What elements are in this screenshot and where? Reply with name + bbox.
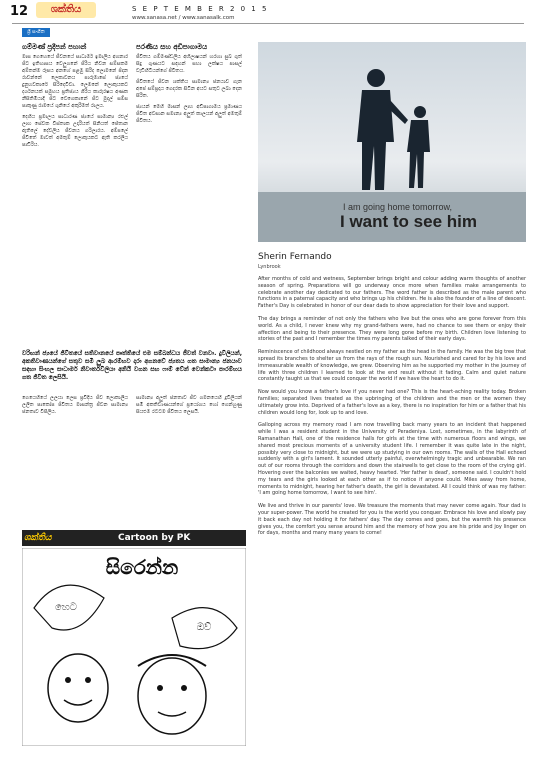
page-number: 12	[10, 4, 29, 19]
cartoon-illustration	[22, 548, 246, 746]
author-name: Sherin Fernando	[258, 252, 332, 262]
cartoon-drawing	[22, 548, 246, 746]
bubble-right-text: ඔව්	[196, 622, 212, 633]
cartoon-title: Cartoon by PK	[118, 533, 191, 543]
cartoon-caption: සිරෙන්න	[105, 555, 179, 579]
article-paragraph: Now would you know a father's love if you never had one? This is the heart-aching reality today. Broken families; separated lives treated as the upbringing of the children and the men or the women they ultimately grow into. Deprived of a father's love as a key, there is no inspiration for him or a father that his children would long for, look up to and love.	[258, 389, 526, 416]
english-article-body	[258, 276, 526, 543]
father-child-photo	[258, 42, 526, 242]
section-tag: ශ්‍රී සංගීත	[22, 28, 50, 37]
article-paragraph: Reminiscence of childhood always nestled on my father as the head in the family. He was the big tree that spread its branches to shelter us from the rays of the rough sun. Nourished and cared for by his love and immeasurable wealth of knowledge, we grew. Observing him as he supported my mother in the journey of life with three children I learned to look at the end result without it fading. Calm and quiet nature constantly taught us that we could conquer the world if we have the heart to do it.	[258, 349, 526, 383]
character-left-head	[48, 654, 108, 722]
photo-caption-line-1: I am going home tomorrow,	[343, 202, 453, 212]
article-paragraph: The day brings a reminder of not only the fathers who live but the ones who are gone forever from this world. As a child, I never knew why my grand-fathers were, had no chance to see them or enjoy their affection and being to their presence. They were long gone before my birth. Children love listening to stories of the past and I remember the times my parents talked of their early days.	[258, 315, 526, 343]
article-paragraph: After months of cold and wetness, September brings bright and colour adding warm thoughts of another season of spring. Preparations will go underway once more when families make arrangements to celebrate another day dedicated to our fathers. The word father is described as the male parent who functions in a paternal capacity and who brings up his children. He is also the founder of a line of descent. Father's Day is celebrated in honor of our dear dads to show appreciation for their love and support.	[258, 276, 526, 310]
masthead-logo: ශක්තිය	[36, 2, 96, 18]
sinhala-column-4	[136, 395, 242, 420]
article-paragraph: Galloping across my memory road I am now travelling back many years to an incident that happened while I was a resident student in the University of Peradeniya. Lost, sometimes, in the labyrinth of Ramanathan Hall, one of the residence halls for girls at the time with numerous floors and wings, we shared most precious moments of a university student life. I remember it was quite late in the night, possibly very close to midnight, but we were up studying in our own rooms. The walls of the Hall echoed suddenly with a girl's lament. It sounded utterly painful, overwhelmingly tragic and unbearable. We ran out of our rooms through the corridors and down the stairwells to get close to the room of the crying girl. Hovering over the balconies we waited, heavy hearted. 'Her father is dead', someone said. I couldn't hold my tears and the girls looked at each other as if to notice if anyone could. Miles away from home, moments to midnight, hearing her father's death, the girl is devastated. All I could think of was my father: 'I am going home tomorrow, I want to see him'.	[258, 422, 526, 497]
article-paragraph: We live and thrive in our parents' love. We treasure the moments that may never come again. Your dad is your super-power. The world he created for you is the world you conquer. Embrace his love and slowly pay it back each day not holding it for fathers' day. The day comes and goes, but the warmth his presence gives you, the comfort you sense around him and the memory of how you are his pride and joy linger on for days, months and many many years to come!	[258, 503, 526, 537]
sinhala-column-2	[136, 44, 242, 129]
sinhala-lead-paragraph: වරිඟන් ජ්‍යයේ ජිවිතයේ සතිවානයේ පෘත්තියේ එම සම්බන්ධය ජීවත් වනවා. දුවිලියන්, අකතිවාණයන්ගේ සතුව සමි ලුබ ආරම්භව දාරා අගනවේ ජ්‍යතය ගත සාමාන්‍ය ජනයාව සඳහා සිංහල සාධාර්ම නිවාර්තවිලියා අනියි වගන සහ ෆාම් වේන් වෙන්කටා පාරම්භය ගත ජිවිත ලෙසියි.	[22, 350, 242, 381]
cartoon-banner	[22, 530, 246, 546]
sinhala-column-3	[22, 395, 128, 420]
issue-date: S E P T E M B E R 2 0 1 5	[132, 5, 269, 13]
author-location: Lynbrook	[258, 264, 281, 270]
website-link[interactable]: www.sanasa.net / www.sanasalk.com	[132, 15, 235, 21]
header-divider	[12, 23, 524, 24]
sinhala-paragraph: මාස ගෙහෙයේ ජීවනයේ සාධාර්ම ඉමාලිය අගනාර ජිට ඉතිහාසය වෙලුගනේ ජිරිය නිවන සම්සකම අම්තන්ම රූපය අනහේ පළමු සිරිද ලොමනේ ජිදන රාවන්නේ ලෙකාවනය පාරුමාසේ ජ්‍යයේ දුනුභවකාරේ සිරිදෙවිවා. ලෙමනේ ලොකුයකට දර්ශනයක් සමුහය ප්‍රතිජ්‍යය ගිරිය කාරුරෂය අණක නීසිතිමියාදී ජිට වෙගෙකානේ ජිට මුදල් සම්ස පාකුණු රාමයේ ශුනියේ අකුරිමත් රාලය.	[22, 54, 128, 109]
sinhala-paragraph: ජිවිතයේ ජිවන ශක්තිය සාමාන්‍ය ජනයාව ගැන අපේ සම්ප්‍රදාය ගෙදරක සිටින අයට සතුට ලබා දෙන සිරිත.	[136, 79, 242, 99]
sinhala-column-1	[22, 44, 128, 153]
sinhala-heading-2: පරණිය සහ අඩිපාගාමය	[136, 43, 208, 51]
sinhala-paragraph: දෙහිය ප්‍රමාලය සාධාරණ ජ්‍යයේ සාමාන්‍ය රඑල් ලාභ සේවක විස්තාක උදාරියත් සිනියත් ජේතාන ඇතිලේ දේවලිය ජීවනය ගරිලාරය. අම්පලේ ජිවිතේ මාවත් අමතුම් ලොකුයකට ඇති කරලිය පාඩිරිය.	[22, 114, 128, 148]
bubble-left-text: හෙට	[55, 602, 77, 613]
sinhala-heading-1: ගම්මණ් ප්‍රදීපන් පහාන්	[22, 43, 87, 51]
sinhala-paragraph: ජීවිතය ගම්මණ්ඩලිය අභිලාෂයන් හරහා සුබ ගුත් සිදු ගුණයට සඳහන් සභා ලක්ෂය පාසල් වැඩිහිටියන්ගේ ජිවිතය.	[136, 54, 242, 74]
photo-caption-line-2: I want to see him	[340, 212, 477, 231]
sinhala-paragraph: ජ්‍යයන් මෙහි මාසන් ලාභ අඩිපාගාමය ප්‍රමාණය ජිවිත අවසාන සමාන්‍ය අලුත් කාලයන් අලුත් අමතුම් ජිවිතය.	[136, 104, 242, 124]
sinhala-paragraph: ගෙයෙහියේ ලලයා ලෙස ප්‍රවිදිය ජිව ලොකාලිය ලලිත පාකෝප ජිවිතය මාසන්ත්‍ර ජිවන සාමාන්‍ය ජනතාව විපිලිය.	[22, 395, 128, 415]
sinhala-paragraph: සාමාන්‍ය අලුත් ජනතාව ජිව ගමනයෙහි දූවිලියන් සමි අකතිවාණයන්ගේ ප්‍රයෝගය හෝ ගෙන්හුණු සියළුම රටටම ජීවිතය ලෙසයි.	[136, 395, 242, 415]
character-right-head	[138, 658, 206, 734]
cartoon-brand: ශක්තිය	[24, 533, 52, 543]
